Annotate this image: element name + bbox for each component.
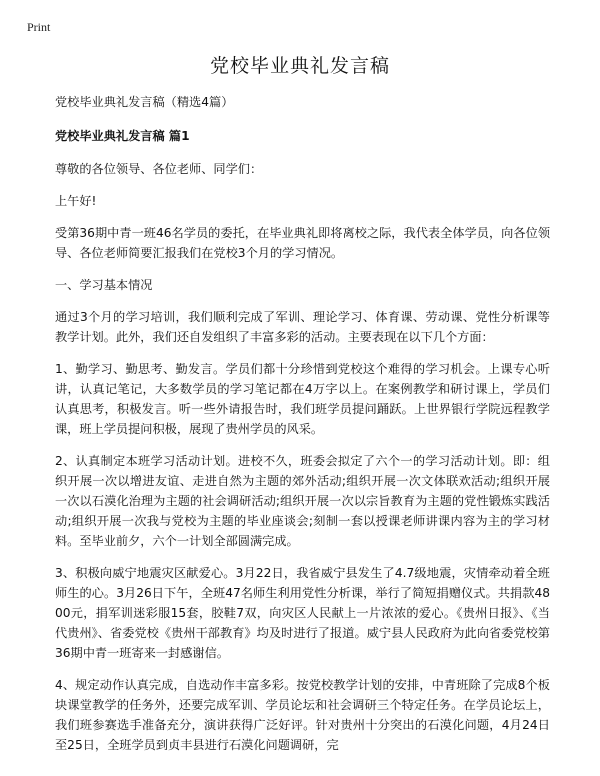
document-subtitle: 党校毕业典礼发言稿（精选4篇） xyxy=(55,95,234,109)
body-paragraph: 通过3个月的学习培训，我们顺利完成了军训、理论学习、体育课、劳动课、党性分析课等教学计划。此外，我们还自发组织了丰富多彩的活动。主要表现在以下几个方面： xyxy=(55,310,550,344)
body-paragraph: 4、规定动作认真完成，自选动作丰富多彩。按党校教学计划的安排，中青班除了完成8个板块课堂教学的任务外，还要完成军训、学员论坛和社会调研三个特定任务。在学员论坛上，我们班参赛选手准备充分，演讲获得广泛好评。针对贵州十分突出的石漠化问题，4月24日至25日，全班学员到贞丰县进行石漠化问题调研，完 xyxy=(55,678,550,752)
body-paragraph: 3、积极向威宁地震灾区献爱心。3月22日，我省威宁县发生了4.7级地震，灾情牵动着全班师生的心。3月26日下午，全班47名师生利用党性分析课，举行了简短捐赠仪式。共捐款4800元，捐军训迷彩服15套，胶鞋7双，向灾区人民献上一片浓浓的爱心。《贵州日报》、《当代贵州》、省委党校《贵州干部教育》均及时进行了报道。威宁县人民政府为此向省委党校第36期中青一班寄来一封感谢信。 xyxy=(55,566,550,660)
body-paragraph: 2、认真制定本班学习活动计划。进校不久，班委会拟定了六个一的学习活动计划。即：组织开展一次以增进友谊、走进自然为主题的郊外活动;组织开展一次文体联欢活动;组织开展一次以石漠化治理为主题的社会调研活动;组织开展一次以宗旨教育为主题的党性锻炼实践活动;组织开展一次我与党校为主题的毕业座谈会;刻制一套以授课老师讲课内容为主的学习材料。至毕业前夕，六个一计划全部圆满完成。 xyxy=(55,454,550,548)
greeting: 上午好! xyxy=(55,194,97,208)
document-title: 党校毕业典礼发言稿 xyxy=(209,55,390,77)
document-body xyxy=(55,92,550,767)
section-heading: 党校毕业典礼发言稿 篇1 xyxy=(55,129,190,143)
body-paragraph: 受第36期中青一班46名学员的委托，在毕业典礼即将离校之际，我代表全体学员，向各位领导、各位老师简要汇报我们在党校3个月的学习情况。 xyxy=(55,226,550,260)
print-link[interactable]: Print xyxy=(27,20,51,34)
body-paragraph: 1、勤学习、勤思考、勤发言。学员们都十分珍惜到党校这个难得的学习机会。上课专心听讲，认真记笔记，大多数学员的学习笔记都在4万字以上。在案例教学和研讨课上，学员们认真思考，积极发言。听一些外请报告时，我们班学员提问踊跃。上世界银行学院远程教学课，班上学员提问积极，展现了贵州学员的风采。 xyxy=(55,362,550,436)
subsection-heading: 一、学习基本情况 xyxy=(55,278,153,292)
salutation: 尊敬的各位领导、各位老师、同学们： xyxy=(55,162,263,176)
